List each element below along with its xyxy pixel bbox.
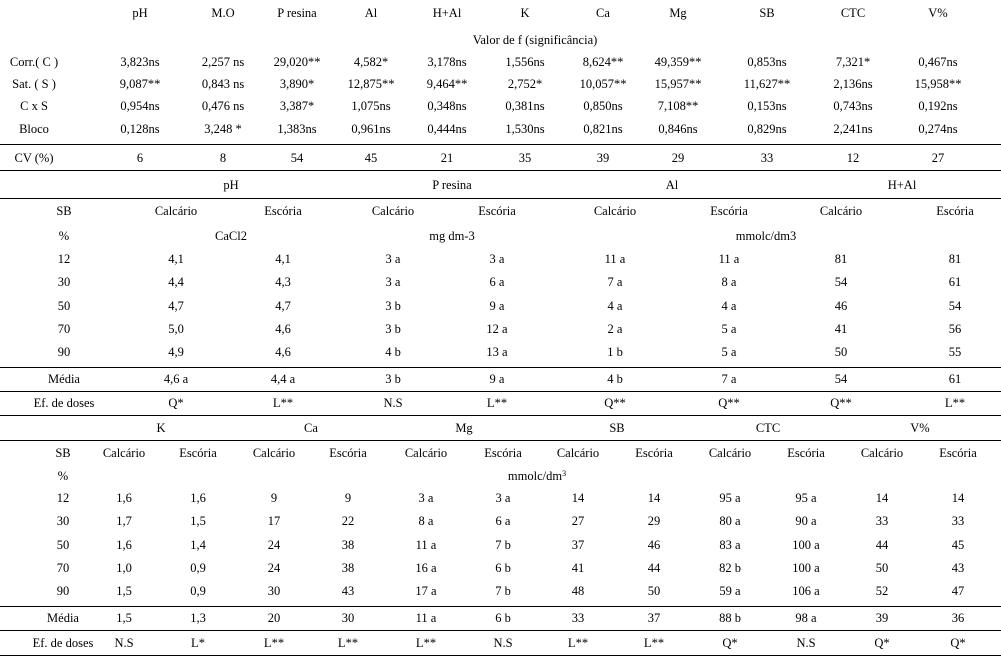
table-cell: 3 a [489,252,505,266]
col-header: V% [928,6,948,20]
table-cell: Q* [950,636,966,650]
table-cell: 41 [571,561,585,575]
table-cell: 6 a [489,275,505,289]
table-cell: 1,0 [116,561,132,575]
table-cell: 45 [951,538,965,552]
table-cell: 7 a [721,372,737,386]
table-cell: 38 [341,538,355,552]
table-cell: 8,624** [582,55,624,69]
table-cell: 3,248 * [204,122,242,136]
table-cell: L** [272,396,294,410]
row-label: 30 [56,514,70,528]
table-cell: 39 [596,151,610,165]
table-cell: 4,582* [353,55,389,69]
table-cell: 4,4 [168,275,184,289]
table-cell: 3,178ns [427,55,467,69]
table-cell: 95 a [719,491,741,505]
table-cell: 37 [571,538,585,552]
col-header: Calcário [708,446,752,460]
table-cell: 0,467ns [918,55,958,69]
table-cell: 4 a [721,299,737,313]
table-cell: 55 [948,345,962,359]
table-cell: 15,957** [654,77,702,91]
table-cell: 0,743ns [833,99,873,113]
table-cell: 8 [219,151,227,165]
col-header: H+Al [432,6,462,20]
table-cell: 24 [267,538,281,552]
table-cell: 1,4 [190,538,206,552]
row-label: Média [48,372,80,386]
table-cell: 6 [136,151,144,165]
table-cell: L** [263,636,285,650]
table-cell: Q* [722,636,738,650]
col-header: Calcário [371,204,415,218]
table-cell: 11 a [415,538,437,552]
table-cell: 90 a [795,514,817,528]
col-header: Calcário [860,446,904,460]
unit-label: mg dm-3 [429,229,475,243]
table-cell: 0,843 ns [201,77,245,91]
table-cell: 7 b [495,538,511,552]
group-header: P resina [432,178,472,192]
table-cell: 50 [647,584,661,598]
row-label: Ef. de doses [32,636,94,650]
table-cell: 4,7 [275,299,291,313]
table-cell: 3,387* [279,99,315,113]
table-cell: 14 [951,491,965,505]
group-header: SB [609,421,625,435]
table-cell: 8 a [418,514,434,528]
table-cell: 88 b [719,611,741,625]
table-cell: 0,961ns [351,122,391,136]
col-header: Escória [179,446,217,460]
table-cell: 6 a [495,514,511,528]
table-cell: 61 [948,372,962,386]
table-cell: 11 a [718,252,740,266]
table-cell: 7,108** [657,99,699,113]
table-cell: 43 [341,584,355,598]
table-cell: 43 [951,561,965,575]
col-header: Calcário [154,204,198,218]
col-header: Calcário [593,204,637,218]
row-label: 90 [56,584,70,598]
table-cell: 3 b [385,372,401,386]
table-cell: 100 a [792,538,820,552]
table-cell: 1,6 [116,491,132,505]
table-cell: 4 a [607,299,623,313]
table-cell: 54 [834,275,848,289]
unit-label [508,466,566,486]
col-header: Calcário [252,446,296,460]
table-cell: L* [191,636,205,650]
row-label: 30 [57,275,71,289]
table-cell: 50 [834,345,848,359]
table-cell: 14 [571,491,585,505]
table-cell: 12,875** [347,77,395,91]
col-header: Al [364,6,378,20]
table-cell: 50 [875,561,889,575]
row-label: 90 [57,345,71,359]
row-label: Ef. de doses [33,396,95,410]
table-cell: 20 [267,611,281,625]
table-cell: 1,383ns [277,122,317,136]
table-cell: 7 a [607,275,623,289]
table-row [0,581,1001,601]
group-header: Mg [455,421,473,435]
unit-row [0,466,1001,486]
row-label: Média [47,611,79,625]
unit-base: mmolc/dm [507,469,563,483]
row-label: C x S [20,99,48,113]
table-cell: 17 [267,514,281,528]
col-header: Escória [787,446,825,460]
table-cell: 0,850ns [583,99,623,113]
table-cell: 3 b [385,299,401,313]
col-header: Escória [939,446,977,460]
table-cell: Q* [168,396,184,410]
table-cell: 0,192ns [918,99,958,113]
table-cell: 0,348ns [427,99,467,113]
group-header: CTC [755,421,781,435]
table-cell: 5,0 [168,322,184,336]
col-header: Calcário [819,204,863,218]
table-cell: 4,7 [168,299,184,313]
table-cell: 3 a [418,491,434,505]
table-cell: 4,6 [275,322,291,336]
col-header: Escória [264,204,302,218]
table-cell: 30 [267,584,281,598]
table-cell: 4 b [385,345,401,359]
table-cell: 98 a [795,611,817,625]
table-cell: 38 [341,561,355,575]
pct-label: % [58,229,70,243]
table-cell: 1,6 [190,491,206,505]
sb-label: SB [56,204,72,218]
row-label: 50 [57,299,71,313]
col-header: Escória [484,446,522,460]
col-header: Ca [596,6,610,20]
table-cell: 12 [846,151,860,165]
table-cell: 5 a [721,345,737,359]
table-cell: 4 b [607,372,623,386]
row-label: Bloco [19,122,49,136]
media-row [0,608,1001,628]
table-cell: 3,890* [279,77,315,91]
table-cell: 1,5 [190,514,206,528]
table-cell: 0,954ns [120,99,160,113]
table-cell: 44 [647,561,661,575]
table-cell: 4,6 a [163,372,189,386]
table-cell: 56 [948,322,962,336]
table-cell: 6 b [495,611,511,625]
table-row [0,488,1001,508]
table-cell: 44 [875,538,889,552]
table-cell: 3,823ns [120,55,160,69]
table-cell: L** [567,636,589,650]
sb-label: SB [55,446,71,460]
table-cell: 16 a [415,561,437,575]
col-header: M.O [211,6,235,20]
table-cell: 0,444ns [427,122,467,136]
table-cell: 0,846ns [658,122,698,136]
unit-label: CaCl2 [215,229,247,243]
row-label: 70 [57,322,71,336]
table-cell: 4,6 [275,345,291,359]
table-cell: 1,5 [116,584,132,598]
table-cell: 7 b [495,584,511,598]
table-cell: 15,958** [914,77,962,91]
table-cell: N.S [493,636,513,650]
col-header: CTC [840,6,866,20]
row-label: 70 [56,561,70,575]
table-cell: 45 [364,151,378,165]
table-cell: 11,627** [743,77,791,91]
table-cell: 2,136ns [833,77,873,91]
table-cell: 4,1 [275,252,291,266]
table-cell: 2,241ns [833,122,873,136]
col-header: P resina [277,6,317,20]
table-cell: 36 [951,611,965,625]
table-row [0,535,1001,555]
table-cell: 12 a [486,322,508,336]
table-cell: 14 [875,491,889,505]
table-cell: 27 [931,151,945,165]
col-header: Calcário [102,446,146,460]
table-cell: L** [415,636,437,650]
table-cell: L** [337,636,359,650]
table-cell: 46 [647,538,661,552]
table-cell: 54 [948,299,962,313]
table-cell: 61 [948,275,962,289]
table-cell: 106 a [792,584,820,598]
table-cell: L** [486,396,508,410]
anova-subtitle: Valor de f (significância) [472,33,598,47]
table-cell: 1,5 [116,611,132,625]
table-cell: Q* [874,636,890,650]
table-cell: 9 a [489,299,505,313]
table-cell: 0,153ns [747,99,787,113]
col-header: Calcário [404,446,448,460]
col-header: Escória [478,204,516,218]
table-cell: 13 a [486,345,508,359]
pct-label: % [57,469,69,483]
table-cell: 1,3 [190,611,206,625]
table-cell: 80 a [719,514,741,528]
table-cell: 1,556ns [505,55,545,69]
table-cell: 29,020** [273,55,321,69]
table-cell: L** [643,636,665,650]
table-cell: 1,7 [116,514,132,528]
table-cell: 0,853ns [747,55,787,69]
table-cell: 0,829ns [747,122,787,136]
table-cell: 17 a [415,584,437,598]
group-header: Ca [304,421,318,435]
group-header: K [156,421,166,435]
table-cell: 0,476 ns [201,99,245,113]
table-cell: 46 [834,299,848,313]
table-cell: 49,359** [654,55,702,69]
table-cell: 2,752* [507,77,543,91]
group-header: pH [223,178,239,192]
ef-doses-row [0,633,1001,653]
table-cell: 4,9 [168,345,184,359]
table-row [0,511,1001,531]
table-cell: 100 a [792,561,820,575]
table-cell: 39 [875,611,889,625]
table-row [0,558,1001,578]
table-cell: 0,274ns [918,122,958,136]
table-cell: 2,257 ns [201,55,245,69]
table-cell: 52 [875,584,889,598]
divider [0,606,1001,607]
table-cell: 33 [571,611,585,625]
table-cell: 9 a [489,372,505,386]
table-cell: N.S [383,396,403,410]
col-header: Escória [635,446,673,460]
table-cell: 95 a [795,491,817,505]
col-header: Escória [936,204,974,218]
table-cell: 47 [951,584,965,598]
divider [0,440,1001,441]
table-cell: 2 a [607,322,623,336]
table-cell: 1 b [607,345,623,359]
table-cell: 1,6 [116,538,132,552]
table-cell: 27 [571,514,585,528]
table-cell: 21 [440,151,454,165]
table-cell: 9,464** [426,77,468,91]
table-cell: 54 [834,372,848,386]
table-cell: Q** [830,396,852,410]
row-label: Corr.( C ) [9,55,59,69]
table-cell: Q** [718,396,740,410]
table-cell: 4,3 [275,275,291,289]
table-cell: 0,821ns [583,122,623,136]
table-cell: 37 [647,611,661,625]
unit-label: mmolc/dm3 [735,229,797,243]
column-header-row [0,443,1001,463]
table-cell: 83 a [719,538,741,552]
col-header: pH [132,6,148,20]
table-cell: 0,128ns [120,122,160,136]
table-cell: 7,321* [835,55,871,69]
table-cell: 5 a [721,322,737,336]
table-cell: 9,087** [119,77,161,91]
table-cell: 29 [671,151,685,165]
col-header: Escória [329,446,367,460]
group-header: H+Al [887,178,917,192]
col-header: SB [759,6,775,20]
table-cell: 29 [647,514,661,528]
col-header: K [520,6,530,20]
group-header-row [0,418,1001,438]
col-header: Escória [710,204,748,218]
table-cell: 8 a [721,275,737,289]
table-cell: Q** [604,396,626,410]
group-header: Al [665,178,679,192]
table-cell: 4,1 [168,252,184,266]
row-label: 12 [56,491,70,505]
table-cell: 3 a [495,491,511,505]
table-cell: 0,9 [190,584,206,598]
table-cell: 1,530ns [505,122,545,136]
table-cell: 81 [948,252,962,266]
table-cell: 9 [344,491,352,505]
table-cell: 41 [834,322,848,336]
table-cell: 33 [875,514,889,528]
divider [0,630,1001,631]
table-cell: 22 [341,514,355,528]
table-cell: 81 [834,252,848,266]
table-cell: 4,4 a [270,372,296,386]
table-cell: 54 [290,151,304,165]
table-cell: N.S [114,636,134,650]
table-cell: 0,9 [190,561,206,575]
table-cell: 11 a [604,252,626,266]
table-cell: 82 b [719,561,741,575]
row-label: Sat. ( S ) [12,77,56,91]
row-label: 12 [57,252,71,266]
table-cell: 3 a [385,252,401,266]
table-cell: 24 [267,561,281,575]
table-cell: 48 [571,584,585,598]
table-cell: 11 a [415,611,437,625]
col-header: Calcário [556,446,600,460]
table-cell: 14 [647,491,661,505]
row-label: CV (%) [14,151,54,165]
table-cell: 10,057** [579,77,627,91]
table-cell: 1,075ns [351,99,391,113]
row-label: 50 [56,538,70,552]
table-cell: 33 [760,151,774,165]
table-cell: 3 b [385,322,401,336]
unit-exponent: 3 [562,469,567,478]
table-cell: 9 [270,491,278,505]
table-cell: 3 a [385,275,401,289]
table-cell: 0,381ns [505,99,545,113]
table-cell: 59 a [719,584,741,598]
table-cell: 6 b [495,561,511,575]
table-cell: N.S [796,636,816,650]
group-header: V% [910,421,930,435]
table-cell: 30 [341,611,355,625]
table-cell: 33 [951,514,965,528]
col-header: Mg [669,6,687,20]
divider [0,655,1001,656]
table-cell: 35 [518,151,532,165]
table-cell: L** [944,396,966,410]
